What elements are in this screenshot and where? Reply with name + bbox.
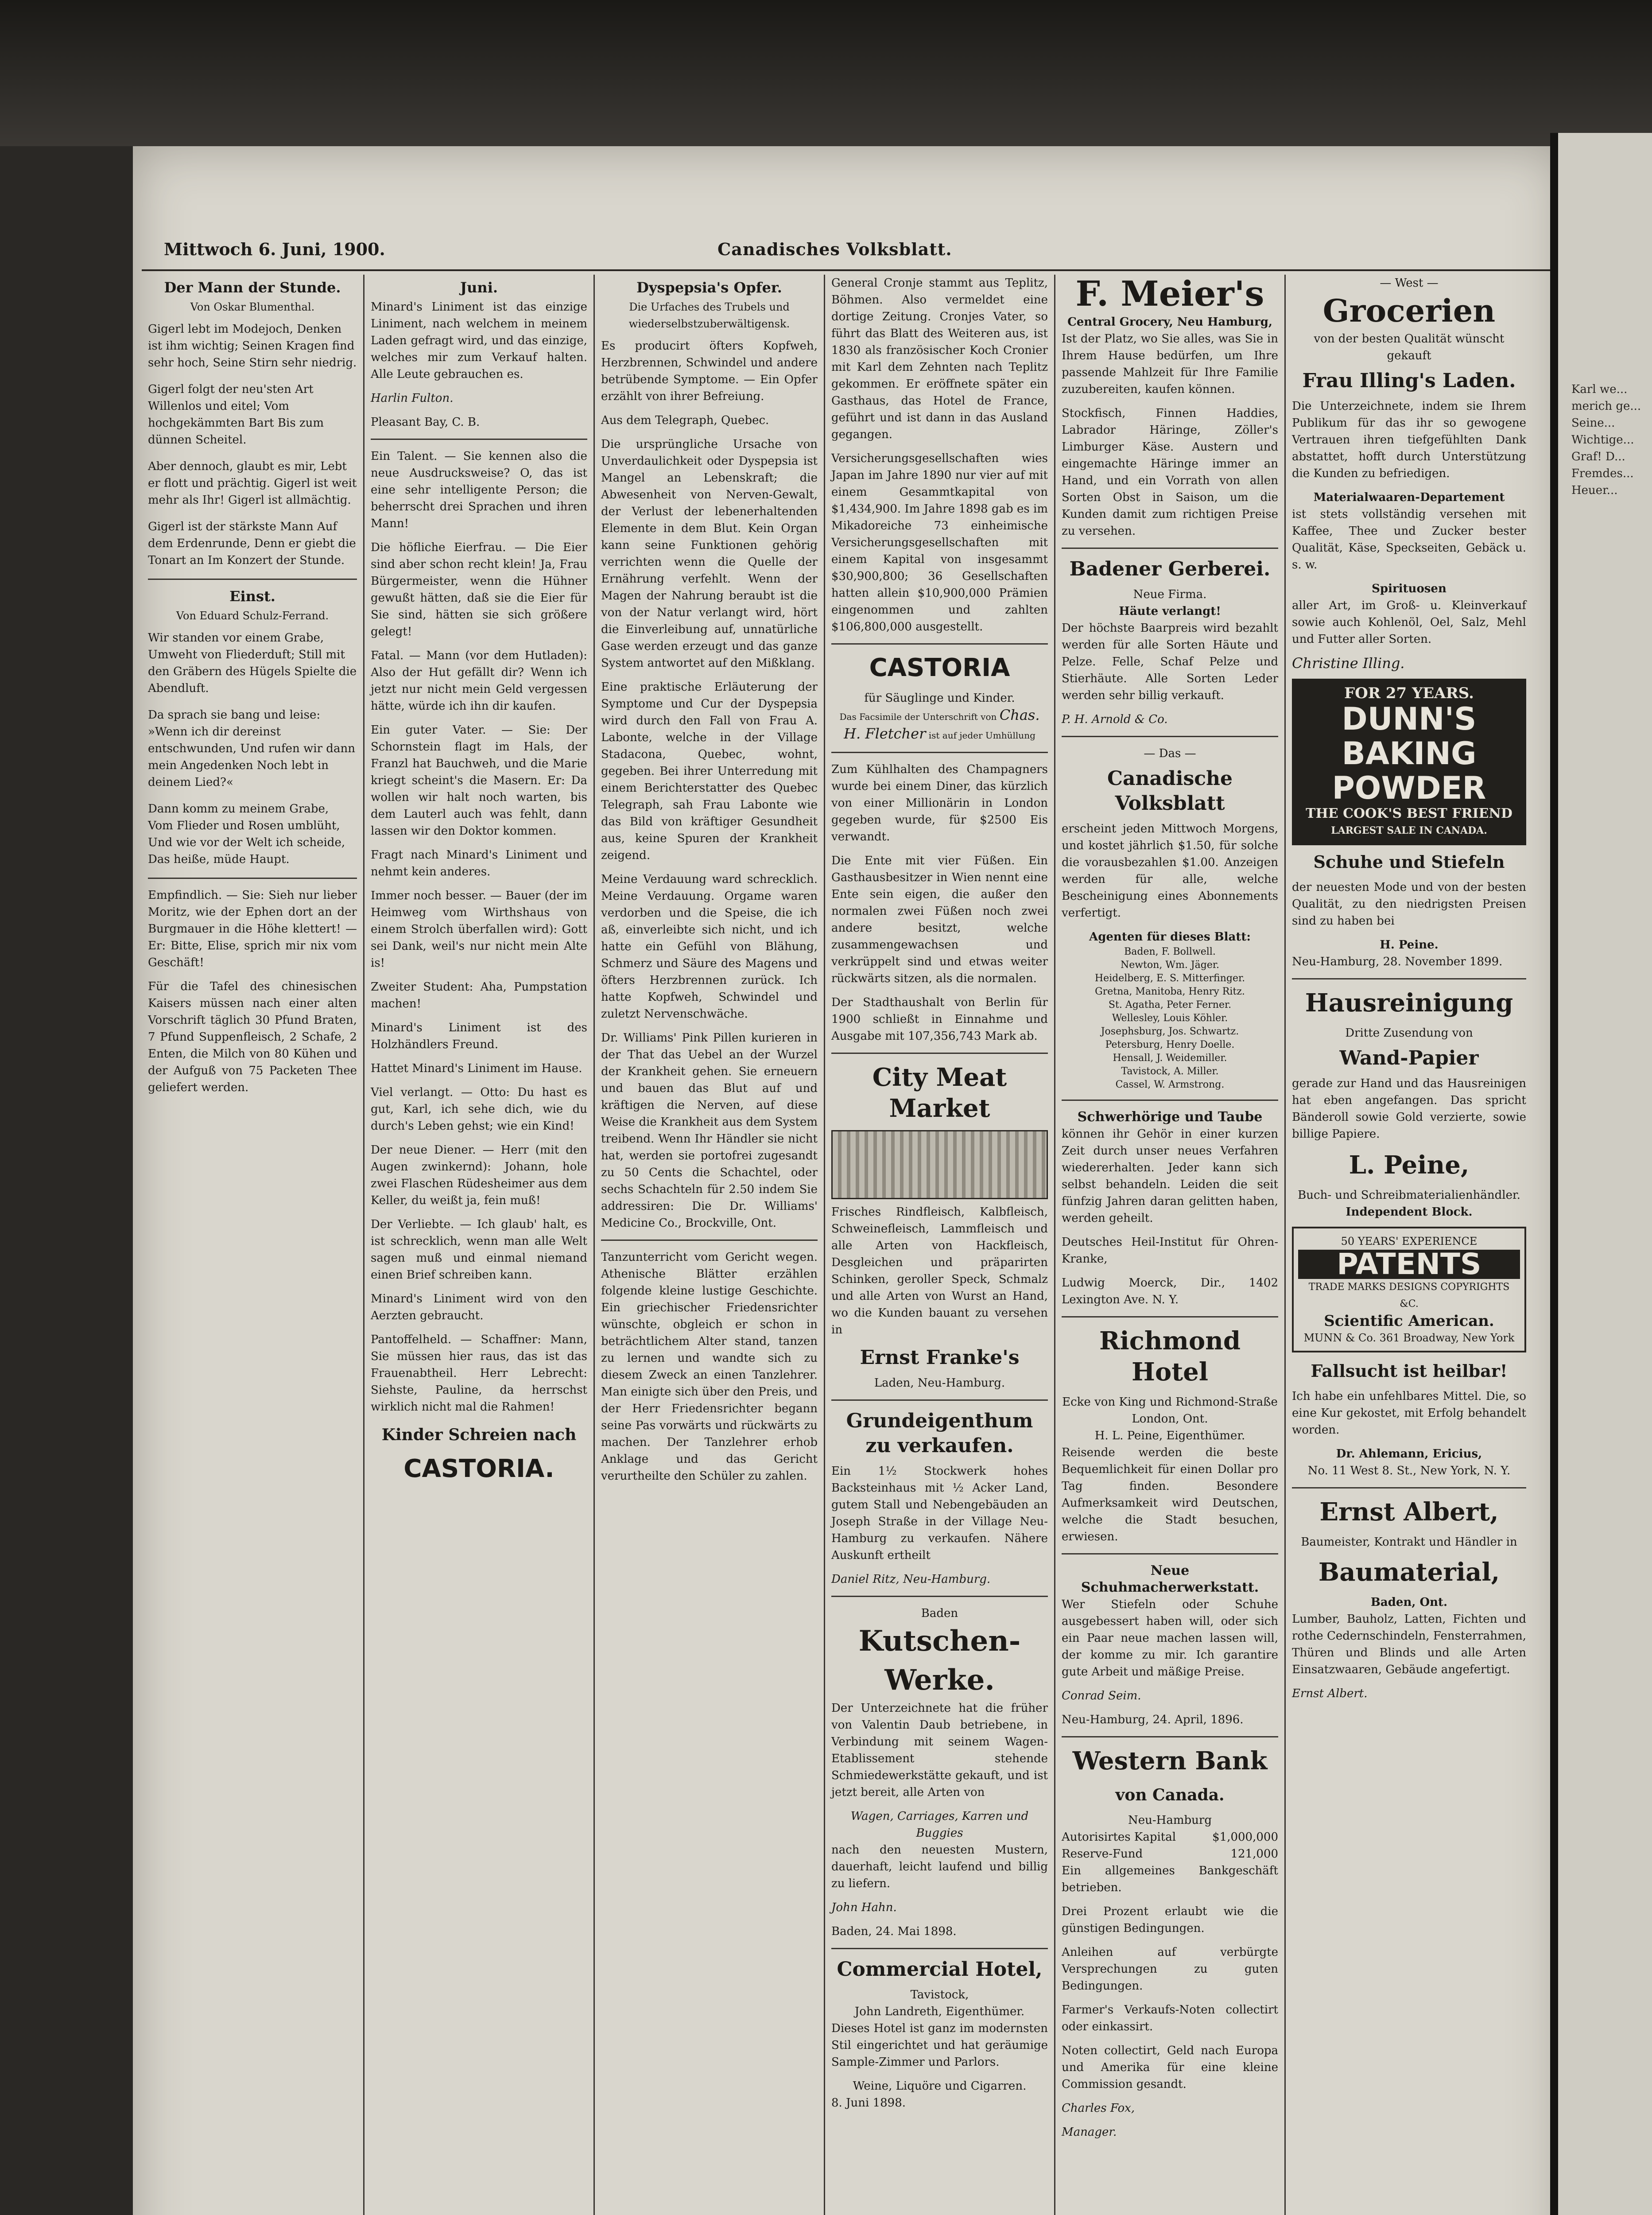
masthead xyxy=(142,235,1555,266)
bank-text: Anleihen auf verbürgte Versprechungen zu guten Bedingungen. xyxy=(1062,1946,1278,1993)
bank-reserve-row xyxy=(1062,1846,1278,1862)
hotel-text: Dieses Hotel ist ganz im modernsten Stil eingerichtet und hat geräumige Sample-Zimmer und Parlors. xyxy=(831,2022,1048,2069)
dialog: Fragt nach Minard's Liniment und nehmt kein anderes. xyxy=(371,848,587,878)
divider xyxy=(1062,1100,1278,1101)
gerberei-title: Badener Gerberei. xyxy=(1069,558,1271,580)
schuhe-date: Neu-Hamburg, 28. November 1899. xyxy=(1292,955,1503,968)
meier-text2: Stockfisch, Finnen Haddies, Labrador Häringe, Zöller's Limburger Käse. Austern und eingemachte Häringe immer an Hand, und ein Vorrath von allen Sorten Obst in Saison, um die Kunden damit zum richtigen Preise zu versehen. xyxy=(1062,407,1278,538)
ad-place: Pleasant Bay, C. B. xyxy=(371,416,480,429)
shoes-title: Neue Schuhmacherwerkstatt. xyxy=(1081,1563,1259,1595)
deaf-sign2: Ludwig Moerck, Dir., 1402 Lexington Ave. N. Y. xyxy=(1062,1276,1278,1306)
divider xyxy=(1062,736,1278,737)
agent-entry: Cassel, W. Armstrong. xyxy=(1115,1079,1225,1090)
richmond-title: Richmond Hotel xyxy=(1099,1326,1241,1387)
volksblatt-label: — Das — xyxy=(1144,747,1196,760)
spirits-title: Spirituosen xyxy=(1372,582,1446,595)
albert-sub: Baumeister, Kontrakt und Händler in xyxy=(1301,1535,1517,1549)
article-dateline: Aus dem Telegraph, Quebec. xyxy=(601,414,769,427)
dialog: Fatal. — Mann (vor dem Hutladen): Also der Hut gefällt dir? Wenn ich jetzt nur nicht mein Geld vergessen hätte, würde ich ihn dir kaufen. xyxy=(371,649,587,713)
agent-entry: Petersburg, Henry Doelle. xyxy=(1105,1039,1235,1050)
news-item: Der Stadthaushalt von Berlin für 1900 schließt in Einnahme und Ausgabe mit 107,356,743 Mark ab. xyxy=(831,996,1048,1043)
bank-sign: Charles Fox, xyxy=(1062,2102,1135,2115)
west-label: — West — xyxy=(1380,276,1439,290)
bank-text: Farmer's Verkaufs-Noten collectirt oder einkassirt. xyxy=(1062,2003,1278,2033)
divider xyxy=(831,1948,1048,1949)
mat-title: Materialwaaren-Departement xyxy=(1313,491,1505,504)
article-paragraph: Dr. Williams' Pink Pillen kurieren in der That das Uebel an der Wurzel der Krankheit gehen. Sie erneuern und bauen das Blut auf und kräftigen die Nerven, auf diese Weise die Krankheit aus dem System treibend. Wenn Ihr Händler sie nicht hat, werden sie portofrei zugesandt zu 50 Cents die Schachtel, oder sechs Schachteln für 2.50 indem Sie addressiren: Die Dr. Williams' Medicine Co., Brockville, Ont. xyxy=(601,1031,818,1230)
bank-reserve-value: 121,000 xyxy=(1230,1847,1278,1861)
albert-goods: Baumaterial, xyxy=(1318,1558,1500,1587)
schuhe-title: Schuhe und Stiefeln xyxy=(1313,852,1505,872)
poem-title: Einst. xyxy=(229,588,275,605)
agent-entry: Josephsburg, Jos. Schwartz. xyxy=(1101,1026,1239,1037)
dialog: Die höfliche Eierfrau. — Die Eier sind aber schon recht klein! Ja, Frau Bürgermeister, wenn die Hühner gewußt hätten, daß sie die Eier für Sie sind, hätten sie sich größere gelegt! xyxy=(371,541,587,638)
deaf-text: können ihr Gehör in einer kurzen Zeit durch unser neues Verfahren wiedererhalten. Jeder kann sich selbst behandeln. Leiden die seit fünfzig Jahren daran gelitten haben, werden geheilt. xyxy=(1062,1127,1278,1225)
divider xyxy=(1062,1316,1278,1317)
section-title: Juni. xyxy=(460,279,498,296)
newspaper-page xyxy=(133,146,1563,2215)
article-lead: Es producirt öfters Kopfweh, Herzbrennen, Schwindel und andere betrübende Symptome. — Ein Opfer erzählt von ihrer Befreiung. xyxy=(601,339,818,403)
bank-sign-title: Manager. xyxy=(1062,2126,1117,2139)
laden-text: Die Unterzeichnete, indem sie Ihrem Publikum für das ihr so gewogene Vertrauen ihren tiefgefühlten Dank abstattet, hofft durch Unterstützung die Kunden zu befriedigen. xyxy=(1292,400,1526,480)
agent-entry: Tavistock, A. Miller. xyxy=(1121,1066,1219,1077)
albert-text: Lumber, Bauholz, Latten, Fichten und rothe Cedernschindeln, Fensterrahmen, Thüren und Blinds und alle Arten Einsatzwaaren, Gebäude angefertigt. xyxy=(1292,1613,1526,1676)
divider xyxy=(1292,978,1526,979)
realestate-sign: Daniel Ritz, Neu-Hamburg. xyxy=(831,1573,991,1586)
poem-author: Von Oskar Blumenthal. xyxy=(190,301,315,313)
poem-stanza: Gigerl lebt im Modejoch, Denken ist ihm wichtig; Seinen Kragen find sehr hoch, Seine Stirn sehr niedrig. xyxy=(148,323,357,369)
article-title: Dyspepsia's Opfer. xyxy=(636,279,782,296)
news-item: Zum Kühlhalten des Champagners wurde bei einem Diner, das kürzlich von einer Millionärin in London gegeben wurde, für $2500 Eis verwandt. xyxy=(831,763,1048,843)
realestate-title: Grundeigenthum zu verkaufen. xyxy=(846,1410,1033,1457)
bank-reserve-label: Reserve-Fund xyxy=(1062,1847,1143,1861)
column-1 xyxy=(142,275,363,2215)
meier-name: F. Meier's xyxy=(1075,275,1264,314)
dialog: Immer noch besser. — Bauer (der im Heimweg vom Wirthshaus von einem Strolch überfallen wird): Gott sei Dank, weil's nur nicht mein Alte is! xyxy=(371,889,587,970)
castoria-brand: CASTORIA. xyxy=(403,1454,555,1483)
column-6 xyxy=(1284,275,1532,2215)
hotel-goods: Weine, Liquöre und Cigarren. xyxy=(853,2079,1027,2093)
kutschen-text2: nach den neuesten Mustern, dauerhaft, leicht laufend und billig zu liefern. xyxy=(831,1843,1048,1890)
dialog: Hattet Minard's Liniment im Hause. xyxy=(371,1062,582,1075)
richmond-owner: H. L. Peine, Eigenthümer. xyxy=(1094,1429,1245,1442)
poem-stanza: Gigerl folgt der neu'sten Art Willenlos und eitel; Vom hochgekämmten Bart Bis zum dünnen Scheitel. xyxy=(148,383,324,447)
fallsucht-addr: No. 11 West 8. St., New York, N. Y. xyxy=(1307,1464,1511,1477)
poem-stanza: Wir standen vor einem Grabe, Umweht von Fliederduft; Still mit den Gräbern des Hügels Spielte die Abendluft. xyxy=(148,631,357,695)
bank-capital-value: $1,000,000 xyxy=(1212,1830,1278,1844)
divider xyxy=(831,1399,1048,1401)
peine-block: Independent Block. xyxy=(1346,1205,1473,1219)
castoria-ad-brand: CASTORIA xyxy=(869,653,1010,682)
meier-store: Central Grocery, Neu Hamburg, xyxy=(1067,315,1272,329)
divider xyxy=(1062,1736,1278,1737)
poem-stanza: Dann komm zu meinem Grabe, Vom Flieder und Rosen umblüht, Und wie vor der Welt ich scheide, Das heiße, müde Haupt. xyxy=(148,802,345,866)
divider xyxy=(831,1596,1048,1597)
meat-market-owner: Ernst Franke's xyxy=(860,1346,1020,1369)
dialog: Minard's Liniment ist des Holzhändlers Freund. xyxy=(371,1021,587,1051)
illing-sign: Christine Illing. xyxy=(1292,655,1405,672)
haus-sub: Dritte Zusendung von xyxy=(1345,1026,1473,1040)
kutschen-title: Kutschen-Werke. xyxy=(858,1624,1021,1697)
masthead-date: Mittwoch 6. Juni, 1900. xyxy=(164,239,385,259)
fletcher-signature: Chas. H. Fletcher xyxy=(844,707,1040,742)
agent-entry: Gretna, Manitoba, Henry Ritz. xyxy=(1095,986,1245,997)
dunn-tagline: THE COOK'S BEST FRIEND xyxy=(1306,806,1512,821)
schuhe-text: der neuesten Mode und von der besten Qualität, zu den niedrigsten Preisen sind zu haben bei xyxy=(1292,881,1526,928)
dunn-ad xyxy=(1292,679,1526,845)
kutschen-date: Baden, 24. Mai 1898. xyxy=(831,1925,957,1938)
shoes-sign: Conrad Seim. xyxy=(1062,1689,1141,1702)
haus-product: Wand-Papier xyxy=(1339,1047,1479,1069)
divider xyxy=(1062,548,1278,549)
anecdote: Empfindlich. — Sie: Sieh nur lieber Moritz, wie der Ephen dort an der Burgmauer in die Höhe klettert! — Er: Bitte, Elise, sprich mir nix vom Geschäft! xyxy=(148,889,357,969)
agent-entry: Heidelberg, E. S. Mitterfinger. xyxy=(1094,973,1245,984)
mat-text: ist stets vollständig versehen mit Kaffee, Thee und Zucker bester Qualität, Käse, Speckseiten, Gebäck u. s. w. xyxy=(1292,508,1526,571)
shoes-date: Neu-Hamburg, 24. April, 1896. xyxy=(1062,1713,1244,1726)
poem-body xyxy=(148,321,357,569)
castoria-heading: Kinder Schreien nach xyxy=(381,1426,577,1444)
dunn-brand: POWDER xyxy=(1332,770,1486,806)
kutschen-place: Baden xyxy=(921,1607,958,1620)
albert-sign: Ernst Albert. xyxy=(1292,1687,1368,1700)
patents-exp: 50 YEARS' EXPERIENCE xyxy=(1341,1235,1477,1247)
meat-market-place: Laden, Neu-Hamburg. xyxy=(874,1376,1005,1390)
deaf-title: Schwerhörige und Taube xyxy=(1077,1109,1263,1125)
article-paragraph: Die ursprüngliche Ursache von Unverdaulichkeit oder Dyspepsia ist Mangel an Lebenskraft; die Abwesenheit von Nerven-Gewalt, der Verlust der lebenerhaltenden Elemente in dem Blut. Kein Organ kann seine Funktionen gehörig verrichten wenn die Quelle der Ernährung verfehlt. Wenn der Magen der Nahrung beraubt ist die von der Natur verlangt wird, hört die Einverleibung auf, unnatürliche Gase werden erzeugt und das ganze System antwortet auf den Mißklang. xyxy=(601,438,818,670)
article-paragraph: Meine Verdauung ward schrecklich. Meine Verdauung. Orgame waren verdorben und die Speise, die ich aß, einverleibte sich nicht, und ich hatte ein Gefühl von Blähung, Schmerz und Säure des Magens und öfters Herzbrennen zurück. Ich hatte Kopfweh, Schwindel und zuletzt Nervenschwäche. xyxy=(601,873,818,1021)
gerberei-wanted: Häute verlangt! xyxy=(1119,605,1221,618)
kutschen-text: Der Unterzeichnete hat die früher von Valentin Daub betriebene, in Verbindung mit seinem Wagen-Etablissement stehende Schmiedewerkstätte gekauft, und ist jetzt bereit, alle Arten von xyxy=(831,1702,1048,1799)
divider xyxy=(831,643,1048,645)
adjacent-page-fragment: Karl we... merich ge... Seine... Wichtige... Graf! D... Fremdes... Heuer... xyxy=(1571,383,1641,497)
fallsucht-text: Ich habe ein unfehlbares Mittel. Die, so eine Kur gekostet, mit Erfolg behandelt worden. xyxy=(1292,1390,1526,1437)
divider xyxy=(148,878,357,879)
divider xyxy=(831,1053,1048,1054)
facsimile-left: Das Facsimile der Unterschrift von xyxy=(839,711,997,722)
kutschen-sign: John Hahn. xyxy=(831,1901,897,1914)
dialog: Pantoffelheld. — Schaffner: Mann, Sie müssen hier raus, das ist das Frauenabtheil. Herr Lebrecht: Siehste, Pauline, da herrschst wirklich nicht mal die Rahmen! xyxy=(371,1333,587,1414)
patents-sci: Scientific American. xyxy=(1324,1312,1494,1330)
dialog: Ein guter Vater. — Sie: Der Schornstein flagt im Hals, der Franzl hat Bauchweh, und die Marie kriegt scheint's die Masern. Er: Da wollen wir halt noch warten, bis dem Lauterl auch was fehlt, dann lassen wir den Doktor kommen. xyxy=(371,723,587,838)
agent-entry: Baden, F. Bollwell. xyxy=(1124,946,1216,957)
news-note: Für die Tafel des chinesischen Kaisers müssen nach einer alten Vorschrift täglich 30 Pfund Braten, 7 Pfund Suppenfleisch, 2 Schafe, 2 Enten, die Milch von 80 Kühen und der Aufguß von 75 Packeten Thee geliefert werden. xyxy=(148,980,357,1094)
albert-place: Baden, Ont. xyxy=(1370,1596,1448,1609)
dialog: Zweiter Student: Aha, Pumpstation machen! xyxy=(371,980,587,1010)
bank-text: Ein allgemeines Bankgeschäft betrieben. xyxy=(1062,1864,1278,1894)
facsimile-right: ist auf jeder Umhüllung xyxy=(928,730,1035,741)
divider xyxy=(1062,1553,1278,1554)
gerberei-sign: P. H. Arnold & Co. xyxy=(1062,713,1168,726)
laden-title: Frau Illing's Laden. xyxy=(1302,369,1516,392)
article-subtitle: Die Urfaches des Trubels und wiederselbstzuberwältigensk. xyxy=(628,301,790,330)
dialog: Viel verlangt. — Otto: Du hast es gut, Karl, ich sehe dich, wie du durch's Leben gehst; wie ein Kind! xyxy=(371,1086,587,1133)
agents-list xyxy=(1062,945,1278,1092)
patents-ad xyxy=(1292,1227,1526,1352)
grocerien-title: Grocerien xyxy=(1322,292,1496,329)
agent-entry: Hensall, J. Weidemiller. xyxy=(1113,1053,1227,1064)
hotel-title: Commercial Hotel, xyxy=(837,1958,1043,1981)
agent-entry: Wellesley, Louis Köhler. xyxy=(1112,1013,1228,1024)
haus-text: gerade zur Hand und das Hausreinigen hat eben angefangen. Das spricht Bänderoll sowie Gold verzierte, sowie billige Papiere. xyxy=(1292,1077,1526,1141)
dialog: Minard's Liniment wird von den Aerzten gebraucht. xyxy=(371,1292,587,1322)
adjacent-page-edge xyxy=(1550,133,1652,2215)
bank-capital-label: Autorisirtes Kapital xyxy=(1062,1830,1176,1844)
bank-sub: von Canada. xyxy=(1115,1786,1225,1804)
meat-market-engraving xyxy=(831,1130,1048,1199)
divider xyxy=(831,752,1048,753)
hotel-owner: John Landreth, Eigenthümer. xyxy=(854,2005,1025,2018)
column-2 xyxy=(363,275,593,2215)
bank-place: Neu-Hamburg xyxy=(1128,1814,1212,1827)
divider xyxy=(601,1240,818,1241)
news-item: Versicherungsgesellschaften wies Japan im Jahre 1890 nur vier auf mit einem Gesammtkapital von $1,434,900. Im Jahre 1898 gab es im Mikadoreiche 73 einheimische Versicherungsgesellschaften mit einem Kapital von insgesammt $30,900,800; 36 Gesellschaften hatten allein $10,900,000 Prämien eingenommen und zahlten $106,800,000 ausgestellt. xyxy=(831,452,1048,633)
bank-capital-row xyxy=(1062,1829,1278,1846)
dialog: Der neue Diener. — Herr (mit den Augen zwinkernd): Johann, hole zwei Flaschen Rüdesheimer aus dem Keller, du weißt ja, fein muß! xyxy=(371,1143,587,1207)
poem-author: Von Eduard Schulz-Ferrand. xyxy=(176,610,329,622)
dunn-years: FOR 27 YEARS. xyxy=(1344,684,1474,702)
gerberei-text: Der höchste Baarpreis wird bezahlt werden für alle Sorten Häute und Pelze. Felle, Schaf Pelze und Stierhäute. Alle Sorten Leder werden sehr billig verkauft. xyxy=(1062,622,1278,702)
volksblatt-text: erscheint jeden Mittwoch Morgens, und kostet jährlich $1.50, für solche die vorausbezahlen $1.00. Anzeigen werden für alle, welche Bescheinigung eines Abonnements verfertigt. xyxy=(1062,822,1278,920)
divider xyxy=(371,439,587,440)
patents-munn: MUNN & Co. 361 Broadway, New York xyxy=(1303,1332,1515,1344)
meier-text: Ist der Platz, wo Sie alles, was Sie in Ihrem Hause bedürfen, um Ihre passende Mahlzeit für Ihre Familie zuzubereiten, kaufen können. xyxy=(1062,332,1278,396)
column-3 xyxy=(593,275,824,2215)
column-5 xyxy=(1054,275,1284,2215)
poem-title: Der Mann der Stunde. xyxy=(164,279,341,296)
meat-market-text: Frisches Rindfleisch, Kalbfleisch, Schweinefleisch, Lammfleisch und alle Arten von Hackfleisch, Desgleichen und präparirten Schinken, geroller Speck, Schmalz und alle Arten von Wurst an Hand, wo die Kunden bauant zu versehen in xyxy=(831,1205,1048,1337)
deaf-sign: Deutsches Heil-Institut für Ohren-Kranke, xyxy=(1062,1236,1278,1266)
divider xyxy=(148,579,357,580)
fallsucht-sign: Dr. Ahlemann, Ericius, xyxy=(1336,1447,1482,1461)
poem-stanza: Aber dennoch, glaubt es mir, Lebt er flott und prächtig. Gigerl ist weit mehr als Ihr! Gigerl ist allmächtig. xyxy=(148,460,357,507)
peine-name: L. Peine, xyxy=(1349,1150,1470,1180)
column-4 xyxy=(824,275,1054,2215)
poem-stanza: Da sprach sie bang und leise: »Wenn ich dir dereinst entschwunden, Und rufen wir dann mein Angedenken Noch lebt in deinem Lied?« xyxy=(148,708,355,789)
meat-market-title: City Meat Market xyxy=(872,1063,1007,1123)
masthead-title: Canadisches Volksblatt. xyxy=(717,239,952,259)
masthead-rule xyxy=(142,269,1555,271)
kutschen-goods: Wagen, Carriages, Karren und Buggies xyxy=(850,1810,1029,1840)
agent-entry: St. Agatha, Peter Ferner. xyxy=(1108,999,1232,1010)
gerberei-sub: Neue Firma. xyxy=(1133,588,1207,601)
article-paragraph: Tanzunterricht vom Gericht wegen. Athenische Blätter erzählen folgende kleine lustige Geschichte. Ein griechischer Friedensrichter wünschte, obgleich er schon in beträchtlichem Alter stand, tanzen zu lernen und wandte sich zu diesem Zweck an einen Tanzlehrer. Man einigte sich über den Preis, und der Herr Friedensrichter begann seine Pas vorwärts und rückwärts zu machen. Der Tanzlehrer erhob Anklage und das Gericht verurtheilte den Schüler zu zahlen. xyxy=(601,1251,818,1483)
article-paragraph: Eine praktische Erläuterung der Symptome und Cur der Dyspepsia wird durch den Fall von Frau A. Labonte, welche in der Village Stadacona, Quebec, wohnt, gegeben. Bei ihrer Unterredung mit einem Berichterstatter des Quebec Telegraph, sah Frau Labonte wie das Bild von kräftiger Gesundheit aus, keine Spuren der Krankheit zeigend. xyxy=(601,680,818,862)
patents-word: PATENTS xyxy=(1298,1250,1520,1279)
volksblatt-title: Canadische Volksblatt xyxy=(1107,767,1233,815)
poem-stanza: Gigerl ist der stärkste Mann Auf dem Erdenrunde, Denn er giebt die Tonart an Im Konzert der Stunde. xyxy=(148,520,356,567)
spirits-text: aller Art, im Groß- u. Kleinverkauf sowie auch Kohlenöl, Oel, Salz, Mehl und Futter aller Sorten. xyxy=(1292,599,1526,646)
dunn-sub: LARGEST SALE IN CANADA. xyxy=(1331,825,1487,836)
fallsucht-title: Fallsucht ist heilbar! xyxy=(1311,1361,1508,1381)
ad-signature: Harlin Fulton. xyxy=(371,392,454,405)
hotel-place: Tavistock, xyxy=(910,1988,969,2001)
liniment-ad: Minard's Liniment ist das einzige Liniment, nach welchem in meinem Laden gefragt wird, und das einzige, welches mir zum Verkauf halten. Alle Leute gebrauchen es. xyxy=(371,300,587,381)
bank-text: Noten collectirt, Geld nach Europa und Amerika für eine kleine Commission gesandt. xyxy=(1062,2044,1278,2091)
news-item: General Cronje stammt aus Teplitz, Böhmen. Also vermeldet eine dortige Zeitung. Cronjes Vater, so führt das Blatt des Weiteren aus, ist 1830 als französischer Koch Cronier mit Karl dem Zehnten nach Teplitz gekommen. Er eröffnete später ein Gasthaus, das Hotel de France, geführt und ist dann in das Ausland gegangen. xyxy=(831,276,1048,441)
patents-lines: TRADE MARKS DESIGNS COPYRIGHTS &C. xyxy=(1308,1282,1510,1310)
news-item: Die Ente mit vier Füßen. Ein Gasthausbesitzer in Wien nennt eine Ente sein eigen, die außer den normalen zwei Füßen noch zwei andere besitzt, welche zusammengewachsen und verkrüppelt sind und etwas weiter rückwärts sitzen, als die normalen. xyxy=(831,854,1048,985)
schuhe-sign: H. Peine. xyxy=(1380,938,1439,952)
castoria-ad-sub: für Säuglinge und Kinder. xyxy=(864,692,1015,705)
realestate-text: Ein 1½ Stockwerk hohes Backsteinhaus mit ½ Acker Land, gutem Stall und Nebengebäuden an Joseph Straße in der Village Neu-Hamburg zu verkaufen. Nähere Auskunft ertheilt xyxy=(831,1465,1048,1562)
bank-text: Drei Prozent erlaubt wie die günstigen Bedingungen. xyxy=(1062,1905,1278,1935)
agents-title: Agenten für dieses Blatt: xyxy=(1089,930,1251,944)
bank-title: Western Bank xyxy=(1072,1746,1268,1776)
shoes-text: Wer Stiefeln oder Schuhe ausgebessert haben will, oder sich ein Paar neue machen lassen will, der komme zu mir. Ich garantire gute Arbeit und mäßige Preise. xyxy=(1062,1598,1278,1679)
dialog: Ein Talent. — Sie kennen also die neue Ausdrucksweise? O, das ist eine sehr intelligente Person; die beherrscht drei Sprachen und ihren Mann! xyxy=(371,450,587,530)
haus-title: Hausreinigung xyxy=(1305,988,1513,1018)
dialog: Der Verliebte. — Ich glaub' halt, es ist schrecklich, wenn man alle Welt sagen muß und einmal niemand einen Brief schreiben kann. xyxy=(371,1218,587,1282)
castoria-facsimile xyxy=(831,707,1048,744)
hotel-date: 8. Juni 1898. xyxy=(831,2096,906,2110)
dunn-brand: DUNN'S xyxy=(1342,701,1477,737)
divider xyxy=(1292,1487,1526,1488)
scan-background-top xyxy=(0,0,1652,146)
albert-name: Ernst Albert, xyxy=(1319,1497,1499,1527)
peine-sub: Buch- und Schreibmaterialienhändler. xyxy=(1298,1189,1520,1202)
grocerien-sub: von der besten Qualität wünscht gekauft xyxy=(1314,332,1505,362)
poem-body xyxy=(148,630,357,868)
dunn-brand: BAKING xyxy=(1342,735,1477,772)
richmond-text: Reisende werden die beste Bequemlichkeit für einen Dollar pro Tag finden. Besondere Aufmerksamkeit wird Deutschen, welche die Stadt besuchen, erwiesen. xyxy=(1062,1446,1278,1543)
agent-entry: Newton, Wm. Jäger. xyxy=(1121,960,1219,971)
richmond-address: Ecke von King und Richmond-Straße London, Ont. xyxy=(1062,1395,1278,1426)
